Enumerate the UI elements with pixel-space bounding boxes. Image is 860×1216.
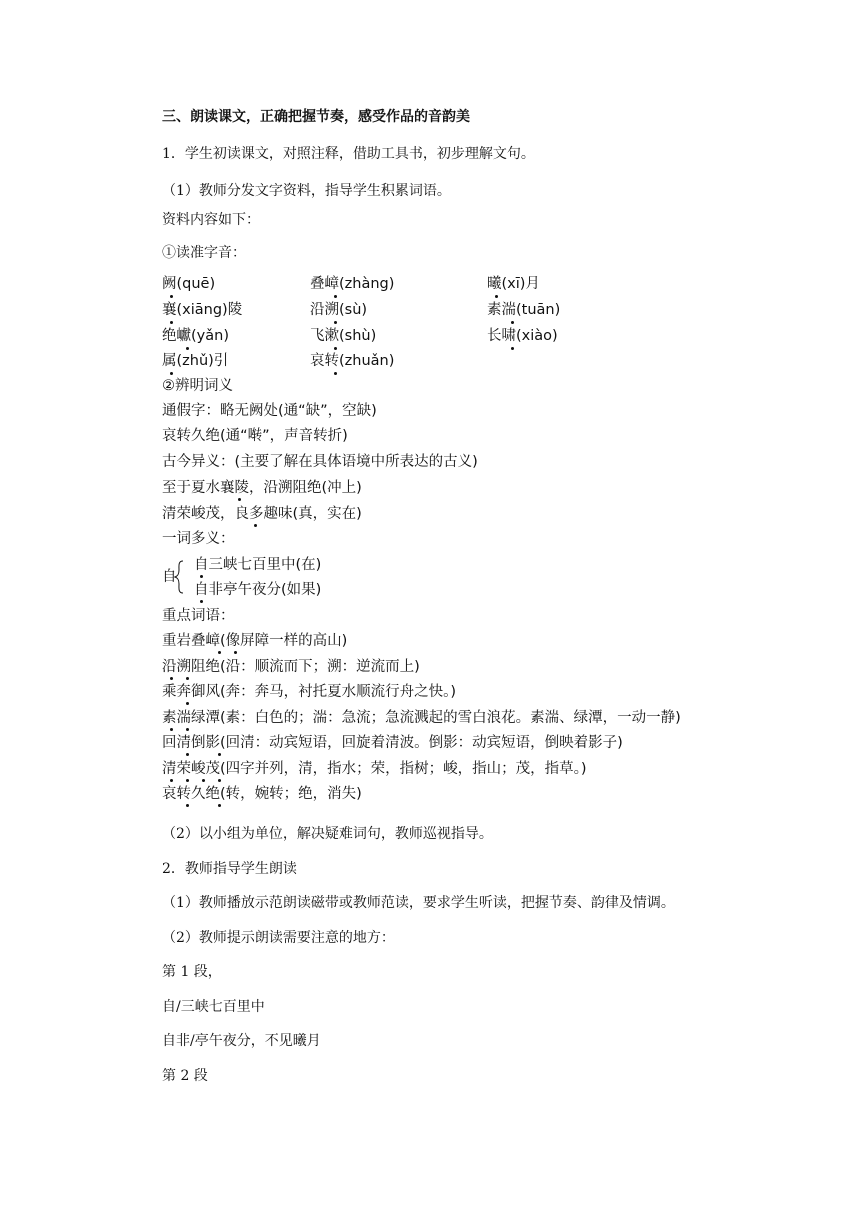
emphasis-dot bbox=[186, 779, 189, 782]
brace-icon bbox=[174, 560, 184, 594]
emphasis-dot bbox=[334, 372, 337, 375]
pron-item: 襄(xiāng)陵 bbox=[162, 302, 243, 318]
emphasis-dot bbox=[170, 677, 173, 680]
pron-item: 阙(quē) bbox=[162, 276, 216, 292]
emphasis-dot bbox=[334, 347, 337, 350]
emphasis-dot bbox=[254, 524, 257, 527]
key-word: 素湍绿潭(素：白色的；湍：急流；急流溅起的雪白浪花。素湍、绿潭，一动一静) bbox=[162, 710, 681, 726]
key-word: 乘奔御风(奔：奔马，衬托夏水顺流行舟之快。) bbox=[162, 684, 457, 700]
step-2-2: （2）教师提示朗读需要注意的地方： bbox=[162, 930, 395, 946]
paragraph-2-label: 第 2 段 bbox=[162, 1068, 208, 1084]
polysemy-2: 自非亭午夜分(如果) bbox=[194, 582, 322, 598]
pron-item: 叠嶂(zhàng) bbox=[310, 276, 395, 292]
emphasis-dot bbox=[186, 347, 189, 350]
pronunciation-title: ①读准字音： bbox=[162, 245, 246, 261]
emphasis-dot bbox=[234, 651, 237, 654]
polysemy-word: 自 bbox=[162, 569, 177, 585]
pron-item: 素湍(tuān) bbox=[487, 302, 561, 318]
gujin-2: 清荣峻茂，良多趣味(真，实在) bbox=[162, 506, 362, 522]
step-2-1: （1）教师播放示范朗读磁带或教师范读，要求学生听读，把握节奏、韵律及情调。 bbox=[162, 895, 675, 911]
pron-item: 长啸(xiào) bbox=[487, 328, 558, 344]
emphasis-dot bbox=[334, 321, 337, 324]
emphasis-dot bbox=[186, 804, 189, 807]
step-1-2: （2）以小组为单位，解决疑难词句，教师巡视指导。 bbox=[162, 826, 493, 842]
emphasis-dot bbox=[218, 779, 221, 782]
emphasis-dot bbox=[186, 702, 189, 705]
pron-item: 沿溯(sù) bbox=[310, 302, 368, 318]
step-2: 2．教师指导学生朗读 bbox=[162, 861, 297, 877]
emphasis-dot bbox=[218, 804, 221, 807]
emphasis-dot bbox=[170, 728, 173, 731]
emphasis-dot bbox=[186, 753, 189, 756]
emphasis-dot bbox=[170, 321, 173, 324]
material-intro: 资料内容如下： bbox=[162, 212, 260, 228]
pron-item: 哀转(zhuǎn) bbox=[310, 353, 395, 369]
emphasis-dot bbox=[334, 295, 337, 298]
pron-item: 飞漱(shù) bbox=[310, 328, 377, 344]
paragraph-1-line-2: 自非/亭午夜分，不见曦月 bbox=[162, 1033, 321, 1049]
step-1-1: （1）教师分发文字资料，指导学生积累词语。 bbox=[162, 183, 451, 199]
section-title: 三、朗读课文，正确把握节奏，感受作品的音韵美 bbox=[162, 109, 470, 125]
polysemy-title: 一词多义： bbox=[162, 531, 235, 547]
pron-item: 绝巘(yǎn) bbox=[162, 328, 229, 344]
pron-item: 曦(xī)月 bbox=[487, 276, 540, 292]
key-words-title: 重点词语： bbox=[162, 608, 235, 624]
gujin-title: 古今异义：(主要了解在具体语境中所表达的古义) bbox=[162, 454, 478, 470]
emphasis-dot bbox=[186, 677, 189, 680]
emphasis-dot bbox=[511, 321, 514, 324]
emphasis-dot bbox=[200, 575, 203, 578]
emphasis-dot bbox=[170, 295, 173, 298]
key-word: 沿溯阻绝(沿：顺流而下；溯：逆流而上) bbox=[162, 659, 420, 675]
emphasis-dot bbox=[186, 728, 189, 731]
paragraph-1-line-1: 自/三峡七百里中 bbox=[162, 999, 265, 1015]
key-word: 清荣峻茂(四字并列，清，指水；荣，指树；峻，指山；茂，指草。) bbox=[162, 761, 587, 777]
gujin-1: 至于夏水襄陵，沿溯阻绝(冲上) bbox=[162, 480, 362, 496]
emphasis-dot bbox=[202, 779, 205, 782]
step-1: 1．学生初读课文，对照注释，借助工具书，初步理解文句。 bbox=[162, 146, 535, 162]
tongjia-1: 通假字：略无阙处(通“缺”，空缺) bbox=[162, 403, 377, 419]
emphasis-dot bbox=[511, 347, 514, 350]
paragraph-1-label: 第 1 段， bbox=[162, 964, 222, 980]
emphasis-dot bbox=[200, 600, 203, 603]
key-word: 哀转久绝(转，婉转；绝，消失) bbox=[162, 786, 362, 802]
meaning-title: ②辨明词义 bbox=[162, 378, 233, 394]
emphasis-dot bbox=[218, 651, 221, 654]
polysemy-1: 自三峡七百里中(在) bbox=[194, 557, 322, 573]
emphasis-dot bbox=[170, 372, 173, 375]
key-word: 回清倒影(回清：动宾短语，回旋着清波。倒影：动宾短语，倒映着影子) bbox=[162, 735, 623, 751]
emphasis-dot bbox=[218, 753, 221, 756]
pron-item: 属(zhǔ)引 bbox=[162, 353, 229, 369]
tongjia-2: 哀转久绝(通“啭”，声音转折) bbox=[162, 428, 348, 444]
emphasis-dot bbox=[495, 295, 498, 298]
emphasis-dot bbox=[238, 498, 241, 501]
emphasis-dot bbox=[170, 779, 173, 782]
key-word: 重岩叠嶂(像屏障一样的高山) bbox=[162, 633, 348, 649]
